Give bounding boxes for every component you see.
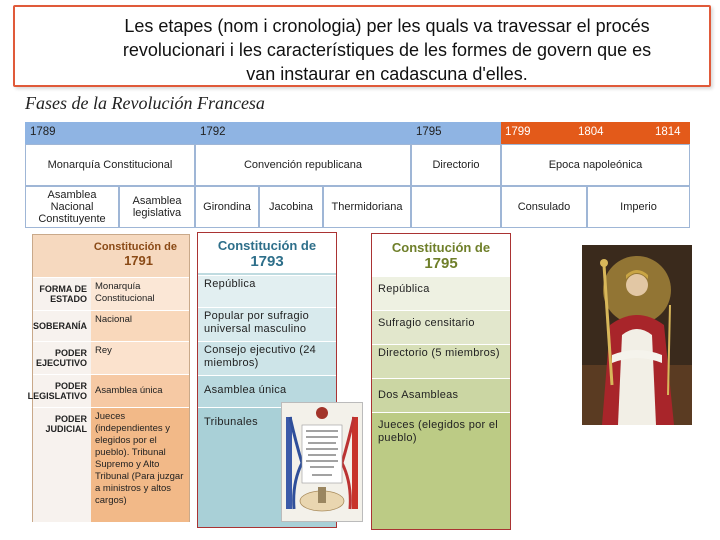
c1793-title bbox=[198, 233, 336, 273]
year-1804: 1804 bbox=[578, 126, 604, 138]
c1791-label: SOBERANÍA bbox=[33, 311, 91, 341]
phase-cell bbox=[195, 144, 411, 186]
c1793-row: Asamblea única bbox=[198, 375, 336, 407]
subphase-legislativa: Asamblea legislativa bbox=[132, 195, 182, 219]
c1793-row: Popular por sufragio universal masculino bbox=[198, 307, 336, 341]
phase-directorio: Directorio bbox=[432, 159, 480, 171]
subphase-cell bbox=[259, 186, 323, 228]
phase-convencion: Convención republicana bbox=[243, 159, 363, 171]
subphase-cell bbox=[587, 186, 690, 228]
phase-monarquia: Monarquía Constitucional bbox=[47, 159, 173, 171]
description-line-2: revolucionari i les característiques de les formes de govern que es bbox=[122, 40, 652, 60]
c1795-row: República bbox=[372, 276, 510, 310]
phase-cell bbox=[411, 144, 501, 186]
subphase-cell bbox=[501, 186, 587, 228]
c1791-value: Monarquía Constitucional bbox=[95, 281, 155, 304]
year-1795: 1795 bbox=[416, 126, 442, 138]
subphase-cell bbox=[25, 186, 119, 228]
description-line-1: Les etapes (nom i cronologia) per les quals va travessar el procés bbox=[124, 16, 650, 36]
c1795-row: Dos Asambleas bbox=[372, 378, 510, 412]
revolutionary-poster-image bbox=[281, 402, 363, 522]
c1791-row bbox=[27, 374, 189, 407]
napoleon-portrait-image bbox=[582, 245, 692, 425]
year-1799: 1799 bbox=[505, 126, 531, 138]
c1791-title-line1: Constitución de bbox=[93, 241, 177, 253]
c1795-row: Sufragio censitario bbox=[372, 310, 510, 344]
c1795-title bbox=[372, 234, 510, 276]
c1795-row: Directorio (5 miembros) bbox=[372, 344, 510, 378]
c1795-title-line1: Constitución de bbox=[391, 240, 491, 255]
constitution-1791-box bbox=[27, 234, 190, 522]
c1791-value: Nacional bbox=[95, 314, 132, 325]
section-title: Fases de la Revolución Francesa bbox=[25, 93, 265, 113]
c1791-row bbox=[33, 277, 189, 310]
c1791-row bbox=[33, 407, 189, 522]
subphase-thermidoriana: Thermidoriana bbox=[331, 201, 403, 213]
phase-cell bbox=[501, 144, 690, 186]
constitution-1795-box bbox=[371, 233, 511, 530]
subphase-imperio: Imperio bbox=[620, 201, 657, 213]
subphase-cell bbox=[195, 186, 259, 228]
poster-illustration bbox=[282, 403, 362, 521]
timeline-table bbox=[25, 122, 690, 228]
year-1792: 1792 bbox=[200, 126, 226, 138]
subphase-cell bbox=[323, 186, 411, 228]
c1793-row: República bbox=[198, 275, 336, 307]
c1791-title-line2: 1791 bbox=[124, 253, 153, 268]
subphase-jacobina: Jacobina bbox=[268, 201, 314, 213]
c1791-title bbox=[33, 235, 189, 277]
subphase-constituyente: Asamblea Nacional Constituyente bbox=[38, 189, 106, 225]
subphase-girondina: Girondina bbox=[203, 201, 251, 213]
c1791-row bbox=[33, 310, 189, 341]
year-1814: 1814 bbox=[655, 126, 681, 138]
c1791-value: Asamblea única bbox=[95, 385, 163, 396]
c1791-row bbox=[33, 341, 189, 374]
c1791-value: Jueces (independientes y elegidos por el pueblo). Tribunal Supremo y Alto Tribunal (Para juzgar a ministros y altos cargos) bbox=[95, 411, 184, 506]
portrait-illustration bbox=[582, 245, 692, 425]
phase-cell bbox=[25, 144, 195, 186]
c1791-label: PODER JUDICIAL bbox=[33, 408, 91, 522]
c1791-label: FORMA DE ESTADO bbox=[33, 278, 91, 310]
description-text bbox=[75, 14, 699, 86]
c1793-title-line2: 1793 bbox=[250, 253, 284, 270]
c1793-row: Tribunales bbox=[198, 407, 336, 527]
subphase-consulado: Consulado bbox=[517, 201, 571, 213]
description-box bbox=[13, 5, 711, 87]
c1793-row: Consejo ejecutivo (24 miembros) bbox=[198, 341, 336, 375]
phase-napoleonica: Epoca napoleónica bbox=[548, 159, 643, 171]
c1793-title-line1: Constitución de bbox=[217, 238, 317, 253]
subphase-cell bbox=[119, 186, 195, 228]
c1791-label: PODER EJECUTIVO bbox=[33, 342, 91, 374]
description-line-3: van instaurar en cadascuna d'elles. bbox=[246, 64, 528, 84]
c1795-title-line2: 1795 bbox=[424, 255, 458, 272]
c1795-row: Jueces (elegidos por el pueblo) bbox=[372, 412, 510, 529]
c1791-label: PODER LEGISLATIVO bbox=[33, 375, 91, 407]
year-1789: 1789 bbox=[30, 126, 56, 138]
subphase-cell-empty bbox=[411, 186, 501, 228]
c1791-value: Rey bbox=[95, 345, 112, 356]
